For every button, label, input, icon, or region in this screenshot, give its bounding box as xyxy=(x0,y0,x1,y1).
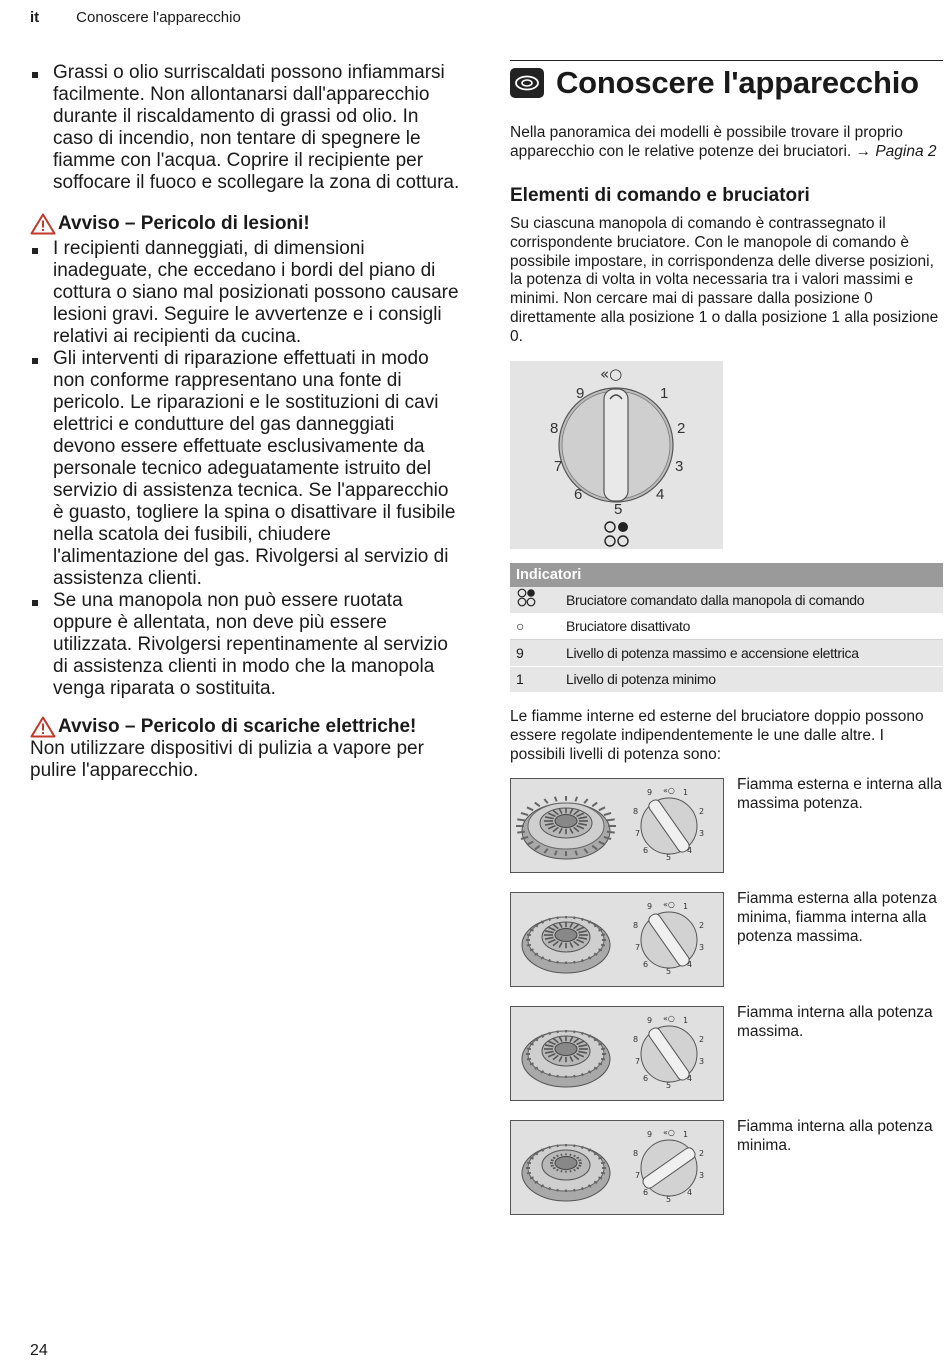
table-cell: Livello di potenza massimo e accensione elettrica xyxy=(560,640,943,667)
warning-heading-injury xyxy=(30,213,460,235)
table-cell: Bruciatore disattivato xyxy=(560,613,943,640)
svg-text:2: 2 xyxy=(699,807,705,817)
svg-text:5: 5 xyxy=(666,1195,672,1205)
svg-text:«○: «○ xyxy=(663,900,675,910)
svg-text:3: 3 xyxy=(699,1171,705,1181)
knob-mark-1: 1 xyxy=(660,384,669,402)
flame-level-caption: Fiamma interna alla potenza massima. xyxy=(737,1004,933,1041)
svg-text:2: 2 xyxy=(699,1035,705,1045)
svg-text:2: 2 xyxy=(699,1149,705,1159)
table-symbol: ○ xyxy=(510,613,560,640)
svg-text:5: 5 xyxy=(666,1081,672,1091)
table-symbol: 9 xyxy=(510,640,560,667)
svg-text:«○: «○ xyxy=(663,1128,675,1138)
knob-mark-5: 5 xyxy=(614,500,623,518)
right-column xyxy=(510,60,943,1220)
arrow-icon: → xyxy=(855,143,872,160)
list-item: Grassi o olio surriscaldati possono infiammarsi facilmente. Non allontanarsi dall'apparecchio durante il riscaldamento di grassi od olio. In caso di incendio, non tentare di spegnere le fiamme con l'acqua. Coprire il recipiente per soffocare il fuoco e scollegare la zona di cottura. xyxy=(30,62,460,194)
breadcrumb: Conoscere l'apparecchio xyxy=(76,9,241,26)
section-subtitle: Elementi di comando e bruciatori xyxy=(510,185,810,206)
knob-mark-3: 3 xyxy=(675,457,684,475)
page-title: Conoscere l'apparecchio xyxy=(556,65,919,100)
table-cell: Bruciatore comandato dalla manopola di comando xyxy=(560,587,943,614)
knob-mark-7: 7 xyxy=(554,457,563,475)
warning-triangle-icon xyxy=(30,716,56,738)
warning-heading-electric xyxy=(30,716,460,738)
burner-flame-illustration xyxy=(510,778,724,873)
knob-mark-4: 4 xyxy=(656,485,665,503)
list-item: I recipienti danneggiati, di dimensioni inadeguate, che eccedano i bordi del piano di cottura o siano mal posizionati possono causare lesioni gravi. Seguire le avvertenze e i consigli relativi ai recipienti da cucina. xyxy=(30,238,460,348)
table-row xyxy=(510,587,943,614)
svg-text:1: 1 xyxy=(683,788,689,798)
flame-level-list xyxy=(510,778,943,1220)
left-column xyxy=(30,62,460,782)
ignition-mark: «○ xyxy=(600,364,623,383)
svg-text:7: 7 xyxy=(635,1171,641,1181)
burner-flame-illustration xyxy=(510,1006,724,1101)
flames-intro: Le fiamme interne ed esterne del bruciatore doppio possono essere regolate indipendentemente le une dalle altre. I possibili livelli di potenza sono: xyxy=(510,708,924,764)
svg-text:1: 1 xyxy=(683,902,689,912)
bullet-list-warning xyxy=(30,238,460,700)
burner-flame-illustration xyxy=(510,1120,724,1215)
table-row xyxy=(510,613,943,640)
svg-text:5: 5 xyxy=(666,853,672,863)
double-burner-icon xyxy=(516,588,540,608)
svg-text:9: 9 xyxy=(647,788,653,798)
svg-text:4: 4 xyxy=(687,846,693,856)
svg-text:9: 9 xyxy=(647,1130,653,1140)
table-header: Indicatori xyxy=(510,563,943,587)
bullet-list-top xyxy=(30,62,460,194)
indicators-table xyxy=(510,563,943,694)
svg-text:«○: «○ xyxy=(663,786,675,796)
page-number: 24 xyxy=(30,1342,48,1359)
table-row xyxy=(510,666,943,693)
svg-text:3: 3 xyxy=(699,829,705,839)
flame-level-row xyxy=(510,1120,943,1220)
appliance-burner-icon xyxy=(510,68,544,98)
svg-text:4: 4 xyxy=(687,1188,693,1198)
language-tag: it xyxy=(30,9,40,26)
svg-text:«○: «○ xyxy=(663,1014,675,1024)
warning-title: Avviso – Pericolo di lesioni! xyxy=(58,213,310,234)
flame-level-caption: Fiamma esterna alla potenza minima, fiamma interna alla potenza massima. xyxy=(737,890,937,946)
control-knob-figure xyxy=(510,361,723,549)
svg-text:5: 5 xyxy=(666,967,672,977)
svg-text:6: 6 xyxy=(643,960,649,970)
page-reference: Pagina 2 xyxy=(875,143,937,160)
svg-text:4: 4 xyxy=(687,1074,693,1084)
flame-level-row xyxy=(510,778,943,878)
svg-text:6: 6 xyxy=(643,1188,649,1198)
svg-text:4: 4 xyxy=(687,960,693,970)
svg-text:3: 3 xyxy=(699,1057,705,1067)
svg-text:9: 9 xyxy=(647,1016,653,1026)
table-cell: Livello di potenza minimo xyxy=(560,666,943,693)
svg-text:6: 6 xyxy=(643,846,649,856)
section-title-row xyxy=(510,60,943,101)
svg-text:7: 7 xyxy=(635,943,641,953)
svg-text:3: 3 xyxy=(699,943,705,953)
burner-flame-illustration xyxy=(510,892,724,987)
svg-text:1: 1 xyxy=(683,1130,689,1140)
svg-text:6: 6 xyxy=(643,1074,649,1084)
knob-mark-2: 2 xyxy=(677,419,686,437)
svg-text:1: 1 xyxy=(683,1016,689,1026)
page-header xyxy=(30,9,241,26)
table-symbol xyxy=(510,587,560,614)
warning-triangle-icon xyxy=(30,213,56,235)
table-row xyxy=(510,640,943,667)
svg-text:9: 9 xyxy=(647,902,653,912)
flame-level-caption: Fiamma esterna e interna alla massima potenza. xyxy=(737,776,943,813)
table-symbol: 1 xyxy=(510,666,560,693)
warning-text: Non utilizzare dispositivi di pulizia a vapore per pulire l'apparecchio. xyxy=(30,738,424,781)
flame-level-row xyxy=(510,892,943,992)
svg-text:7: 7 xyxy=(635,829,641,839)
control-knob-illustration xyxy=(510,361,723,549)
intro-text: Nella panoramica dei modelli è possibile trovare il proprio apparecchio con le relative potenze dei bruciatori. xyxy=(510,124,903,160)
intro-paragraph xyxy=(510,123,943,161)
svg-text:8: 8 xyxy=(633,1149,639,1159)
controls-paragraph: Su ciascuna manopola di comando è contrassegnato il corrispondente bruciatore. Con le manopole di comando è possibile impostare, in corrispondenza delle diverse posizioni, la potenza di volta in volta necessaria tra i valori massimi e minimi. Non cercare mai di passare dalla posizione 0 direttamente alla posizione 1 o dalla posizione 1 alla posizione 0. xyxy=(510,215,939,345)
list-item: Gli interventi di riparazione effettuati in modo non conforme rappresentano una fonte di pericolo. Le riparazioni e le sostituzioni di cavi elettrici e condutture del gas danneggiati devono essere effettuate esclusivamente da personale tecnico adeguatamente istruito del servizio di assistenza tecnica. Se l'apparecchio è guasto, togliere la spina o disattivare il fusibile nella scatola dei fusibili, chiudere l'alimentazione del gas. Rivolgersi al servizio di assistenza clienti. xyxy=(30,348,460,590)
svg-text:7: 7 xyxy=(635,1057,641,1067)
flame-level-row xyxy=(510,1006,943,1106)
flame-level-caption: Fiamma interna alla potenza minima. xyxy=(737,1118,933,1155)
warning-title: Avviso – Pericolo di scariche elettriche! xyxy=(58,716,417,737)
knob-mark-9: 9 xyxy=(576,384,585,402)
svg-text:8: 8 xyxy=(633,1035,639,1045)
double-burner-icon xyxy=(605,522,628,546)
svg-text:2: 2 xyxy=(699,921,705,931)
svg-text:8: 8 xyxy=(633,807,639,817)
svg-text:8: 8 xyxy=(633,921,639,931)
list-item: Se una manopola non può essere ruotata oppure è allentata, non deve più essere utilizzata. Rivolgersi repentinamente al servizio di assistenza clienti in modo che la manopola venga riparata o sostituita. xyxy=(30,590,460,700)
knob-mark-6: 6 xyxy=(574,485,583,503)
knob-mark-8: 8 xyxy=(550,419,559,437)
